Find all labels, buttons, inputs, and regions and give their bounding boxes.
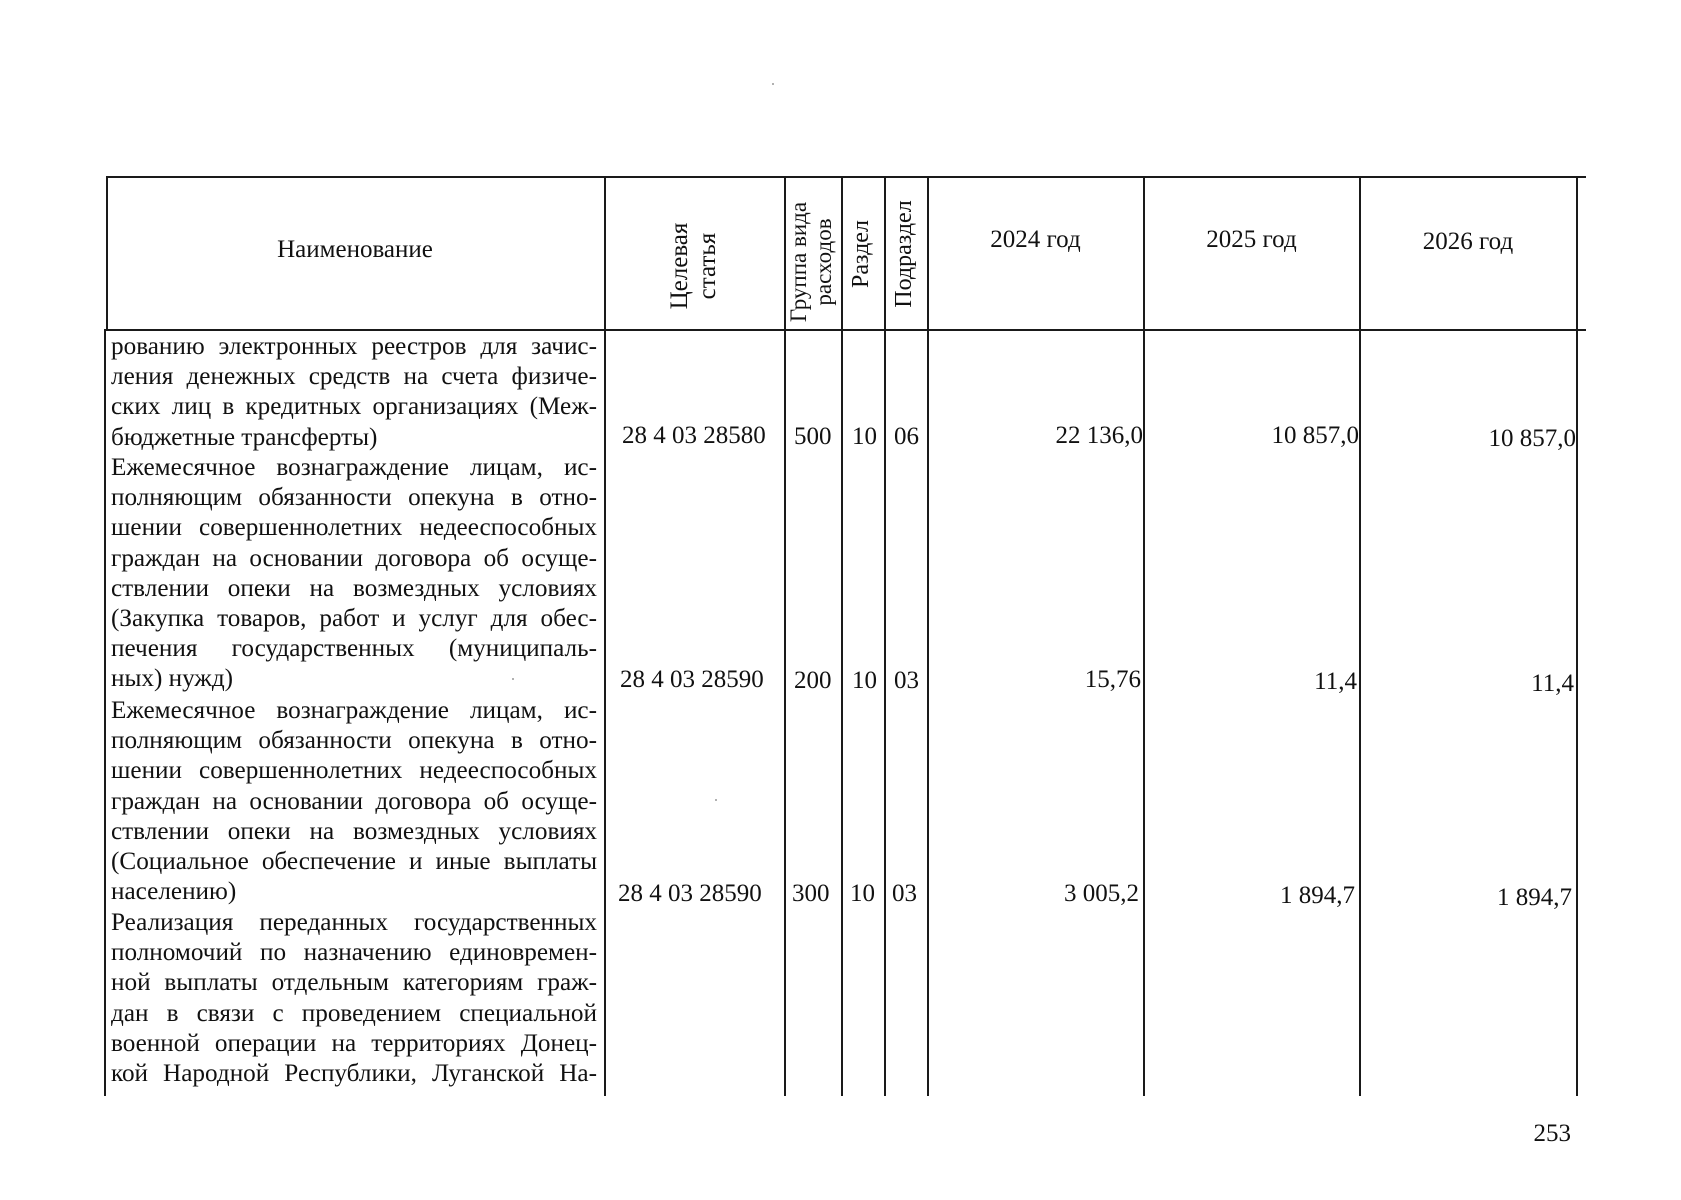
header-section: Раздел (848, 220, 874, 288)
page-number: 253 (1533, 1120, 1571, 1147)
row1-name-line: бюджетные трансферты) (111, 423, 378, 451)
row3-subsection: 03 (892, 880, 917, 907)
row3-y2025: 1 894,7 (1280, 882, 1355, 909)
table-right-border (1576, 176, 1578, 1096)
row3-name-line: ствлении опеки на возмездных условиях (111, 817, 597, 845)
table-top-border (106, 176, 1586, 178)
row3-name-line: (Социальное обеспечение и иные выплаты (111, 847, 597, 875)
row2-y2024: 15,76 (1084, 666, 1141, 693)
header-target-article (666, 216, 722, 316)
row2-expense-group: 200 (794, 667, 832, 694)
header-year-2026: 2026 год (1422, 228, 1514, 255)
row3-target-article: 28 4 03 28590 (618, 880, 762, 907)
row3-section: 10 (850, 880, 875, 907)
header-year-2025: 2025 год (1206, 226, 1297, 253)
row2-name-line: (Закупка товаров, работ и услуг для обес- (111, 604, 597, 632)
row3-name-line: населению) (111, 878, 237, 906)
col-divider-section (884, 176, 886, 1096)
row1-name-line: рованию электронных реестров для зачис- (111, 333, 597, 360)
header-expense-group-line2: расходов (811, 218, 836, 306)
row2-name-line: шении совершеннолетних недееспособных (111, 514, 597, 542)
row1-y2024: 22 136,0 (1055, 422, 1143, 449)
scan-speck (715, 799, 717, 801)
row2-name-line: граждан на основании договора об осуще- (111, 544, 597, 572)
row2-name-line: полняющим обязанности опекуна в отно- (111, 484, 597, 512)
scan-speck (772, 83, 774, 85)
row4-name-line: Реализация переданных государственных (111, 909, 597, 936)
col-divider-name (604, 176, 606, 1096)
row1-y2026: 10 857,0 (1488, 425, 1576, 452)
row1-name-line: ления денежных средств на счета физиче- (111, 363, 597, 391)
header-target-article-line2: статья (694, 232, 721, 300)
row1-section: 10 (852, 423, 877, 450)
header-expense-group (786, 187, 838, 337)
row1-name-line: ских лиц в кредитных организациях (Меж- (111, 393, 597, 421)
row2-name-line: ных) нужд) (111, 665, 234, 693)
col-divider-group (841, 176, 843, 1096)
row4-name-line: военной операции на территориях Донец- (111, 1029, 597, 1057)
header-expense-group-line1: Группа вида (786, 201, 811, 323)
row4-name (111, 908, 597, 1089)
header-year-2024: 2024 год (990, 226, 1081, 253)
row4-name-line: ной выплаты отдельным категориям граж- (111, 969, 597, 997)
row4-name-line: кой Народной Республики, Луганской На- (111, 1059, 597, 1087)
header-bottom-border (106, 329, 1586, 331)
header-subsection: Подраздел (891, 200, 917, 308)
header-target-article-line1: Целевая (666, 222, 693, 310)
row3-name (111, 696, 597, 907)
col-divider-2025 (1359, 176, 1361, 1096)
row2-name (111, 453, 597, 695)
row1-subsection: 06 (894, 423, 919, 450)
row4-name-line: дан в связи с проведением специальной (111, 999, 597, 1027)
row1-expense-group: 500 (794, 423, 832, 450)
scan-speck (512, 678, 514, 680)
row3-y2024: 3 005,2 (1064, 880, 1139, 907)
row3-name-line: шении совершеннолетних недееспособных (111, 757, 597, 785)
row1-y2025: 10 857,0 (1271, 422, 1359, 449)
table-left-border-body (104, 329, 106, 1096)
row3-name-line: полняющим обязанности опекуна в отно- (111, 727, 597, 755)
col-divider-subsection (927, 176, 929, 1096)
row2-subsection: 03 (894, 667, 919, 694)
row2-section: 10 (852, 667, 877, 694)
row2-name-line: ствлении опеки на возмездных условиях (111, 574, 597, 602)
row3-name-line: граждан на основании договора об осуще- (111, 787, 597, 815)
row3-name-line: Ежемесячное вознаграждение лицам, ис- (111, 697, 597, 724)
row3-y2026: 1 894,7 (1497, 884, 1572, 911)
row2-name-line: Ежемесячное вознаграждение лицам, ис- (111, 454, 597, 481)
row4-name-line: полномочий по назначению единовремен- (111, 939, 597, 967)
col-divider-2024 (1143, 176, 1145, 1096)
header-name: Наименование (277, 236, 433, 263)
row3-expense-group: 300 (792, 880, 830, 907)
row2-name-line: печения государственных (муниципаль- (111, 635, 597, 663)
row1-target-article: 28 4 03 28580 (622, 422, 766, 449)
row1-name (111, 332, 597, 453)
row2-y2026: 11,4 (1531, 670, 1574, 697)
row2-target-article: 28 4 03 28590 (620, 666, 764, 693)
row2-y2025: 11,4 (1314, 668, 1357, 695)
